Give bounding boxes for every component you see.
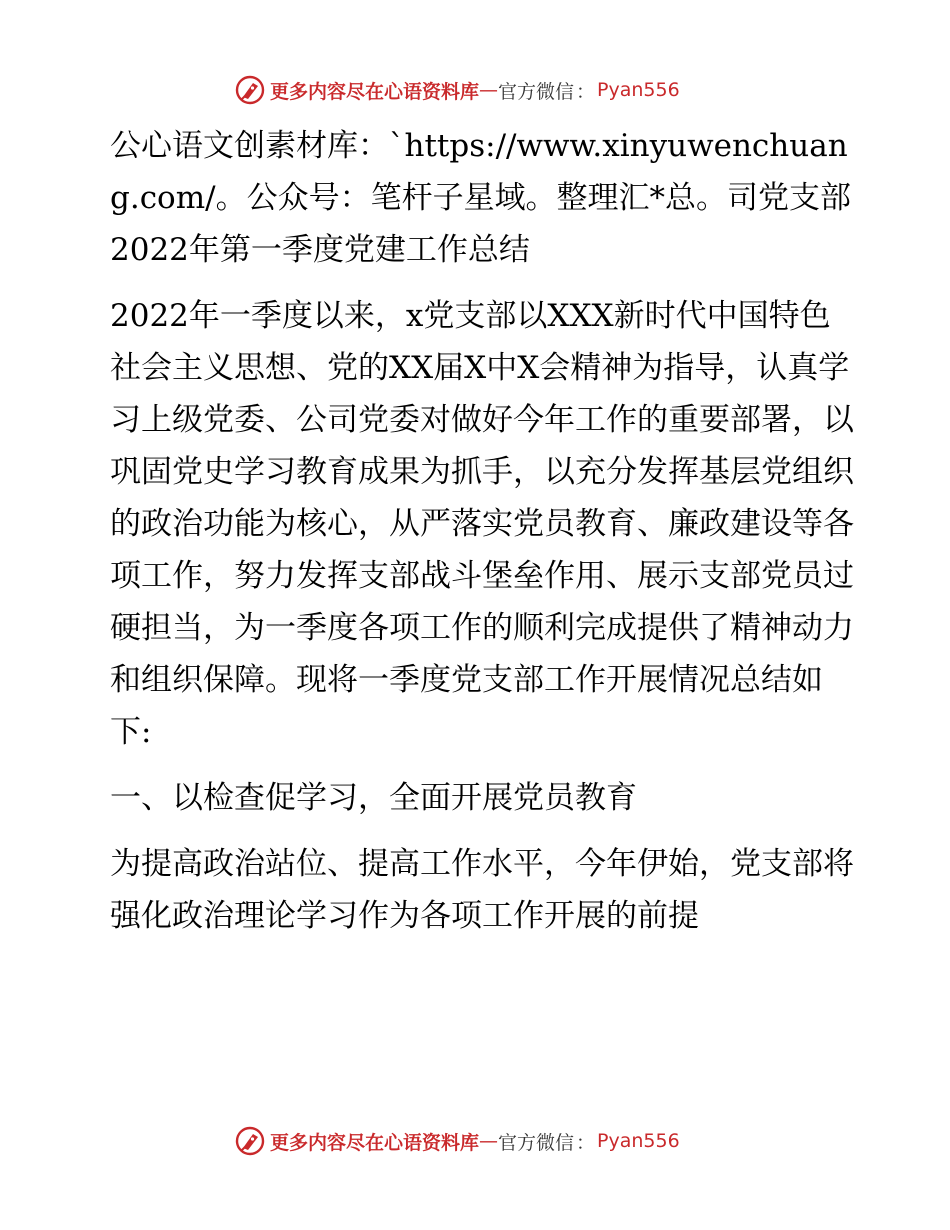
summary-paragraph: 2022年一季度以来，x党支部以XXX新时代中国特色社会主义思想、党的XX届X中X会精神为指导，认真学习上级党委、公司党委对做好今年工作的重要部署，以巩固党史学习教育成果为抓手，以充分发挥基层党组织的政治功能为核心，从严落实党员教育、廉政建设等各项工作，努力发挥支部战斗堡垒作用、展示支部党员过硬担当，为一季度各项工作的顺利完成提供了精神动力和组织保障。现将一季度党支部工作开展情况总结如下: [110,298,854,750]
banner-wechat-id: Pyan556 [597,79,680,101]
banner-wechat-id: Pyan556 [597,1130,680,1152]
banner-official-label: 官方微信 [498,1131,575,1154]
section-1-paragraph: 为提高政治站位、提高工作水平，今年伊始，党支部将强化政治理论学习作为各项工作开展的前提 [110,846,854,934]
pen-nib-icon [234,1125,266,1157]
intro-paragraph: 公心语文创素材库：`https://www.xinyuwenchuang.com/。公众号：笔杆子星域。整理汇*总。司党支部2022年第一季度党建工作总结 [110,128,852,268]
banner-main-text: 更多内容尽在心语资料库 [270,80,480,103]
document-body [98,120,858,956]
header-watermark-banner [234,73,680,107]
banner-dash: — [479,1130,499,1152]
banner-separator: ： [576,80,596,103]
pen-nib-icon [234,74,266,106]
banner-dash: — [479,79,499,101]
banner-official-label: 官方微信 [498,80,575,103]
section-heading-1: 一、以检查促学习，全面开展党员教育 [110,780,637,816]
banner-main-text: 更多内容尽在心语资料库 [270,1131,480,1154]
footer-watermark-banner [234,1124,680,1158]
banner-separator: ： [576,1131,596,1154]
